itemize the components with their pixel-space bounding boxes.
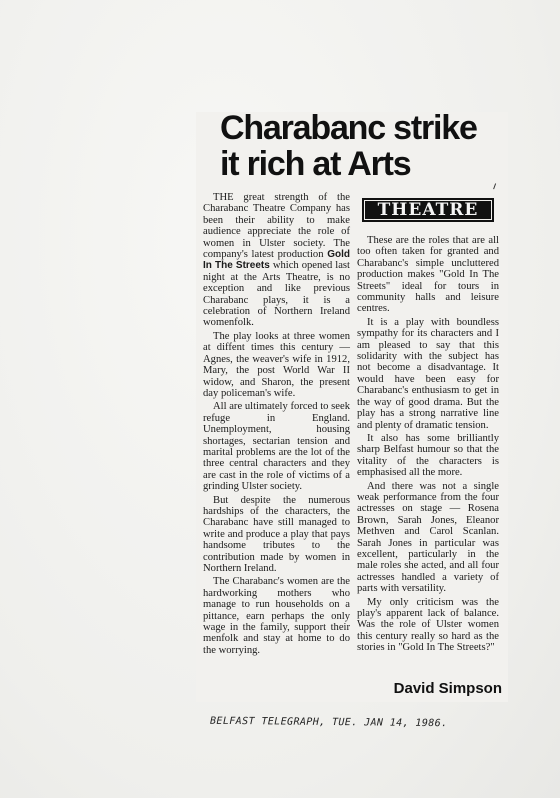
right-column xyxy=(357,235,499,656)
section-label: THEATRE xyxy=(377,200,479,220)
paragraph: The play looks at three women at diffent times this century — Agnes, the weaver's wife in 1912, Mary, the post World War II widow, and Sharon, the present day policeman's wife. xyxy=(203,330,350,399)
paragraph: My only criticism was the play's apparent lack of balance. Was the role of Ulster women this century really so hard as the stories in "Gold In The Streets?" xyxy=(357,596,499,654)
section-badge xyxy=(362,198,494,222)
paragraph: All are ultimately forced to seek refuge in England. Unemployment, housing shortages, sectarian tension and marital problems are the lot of the three central characters and they are cast in the role of victims of a grinding Ulster society. xyxy=(203,401,350,493)
paragraph: But despite the numerous hardships of the characters, the Charabanc have still managed to write and produce a play that pays handsome tributes to the contribution made by women in Northern Ireland. xyxy=(203,494,350,574)
headline-line-2: it rich at Arts xyxy=(220,145,411,183)
paragraph: The Charabanc's women are the hardworking mothers who manage to run households on a pittance, earn perhaps the only wage in the family, support their menfolk and stay at home to do the worrying. xyxy=(203,576,350,656)
handwritten-source-note: BELFAST TELEGRAPH, TUE. JAN 14, 1986. xyxy=(209,715,448,730)
left-column xyxy=(203,192,350,658)
paragraph: And there was not a single weak performance from the four actresses on stage — Rosena Brown, Sarah Jones, Eleanor Methven and Carol Scanlan. Sarah Jones in particular was excellent, particularly in the male roles she acted, and all four actresses handled a variety of parts with versatility. xyxy=(357,480,499,595)
headline xyxy=(220,110,510,182)
paragraph: It also has some brilliantly sharp Belfast humour so that the vitality of the characters is emphasised all the more. xyxy=(357,432,499,479)
byline: David Simpson xyxy=(393,680,502,697)
paragraph: It is a play with boundless sympathy for its characters and I am pleased to say that this solidarity with the subject has not become a disadvantage. It would have been easy for Charabanc's enthusiasm to get in the way of good drama. But the play has a strong narrative line and plenty of dramatic tension. xyxy=(357,316,499,431)
paragraph: These are the roles that are all too often taken for granted and Charabanc's simple uncluttered production makes "Gold In The Streets" ideal for tours in community halls and leisure centres. xyxy=(357,235,499,315)
paragraph: THE great strength of the Charabanc Theatre Company has been their ability to make audience appreciate the role of women in Ulster society. The company's latest production Gold In The Streets which opened last night at the Arts Theatre, is no exception and like previous Charabanc plays, it is a celebration of Northern Ireland womenfolk. xyxy=(203,192,350,329)
headline-line-1: Charabanc strike xyxy=(220,109,477,147)
play-title: Gold In The Streets xyxy=(203,249,350,272)
